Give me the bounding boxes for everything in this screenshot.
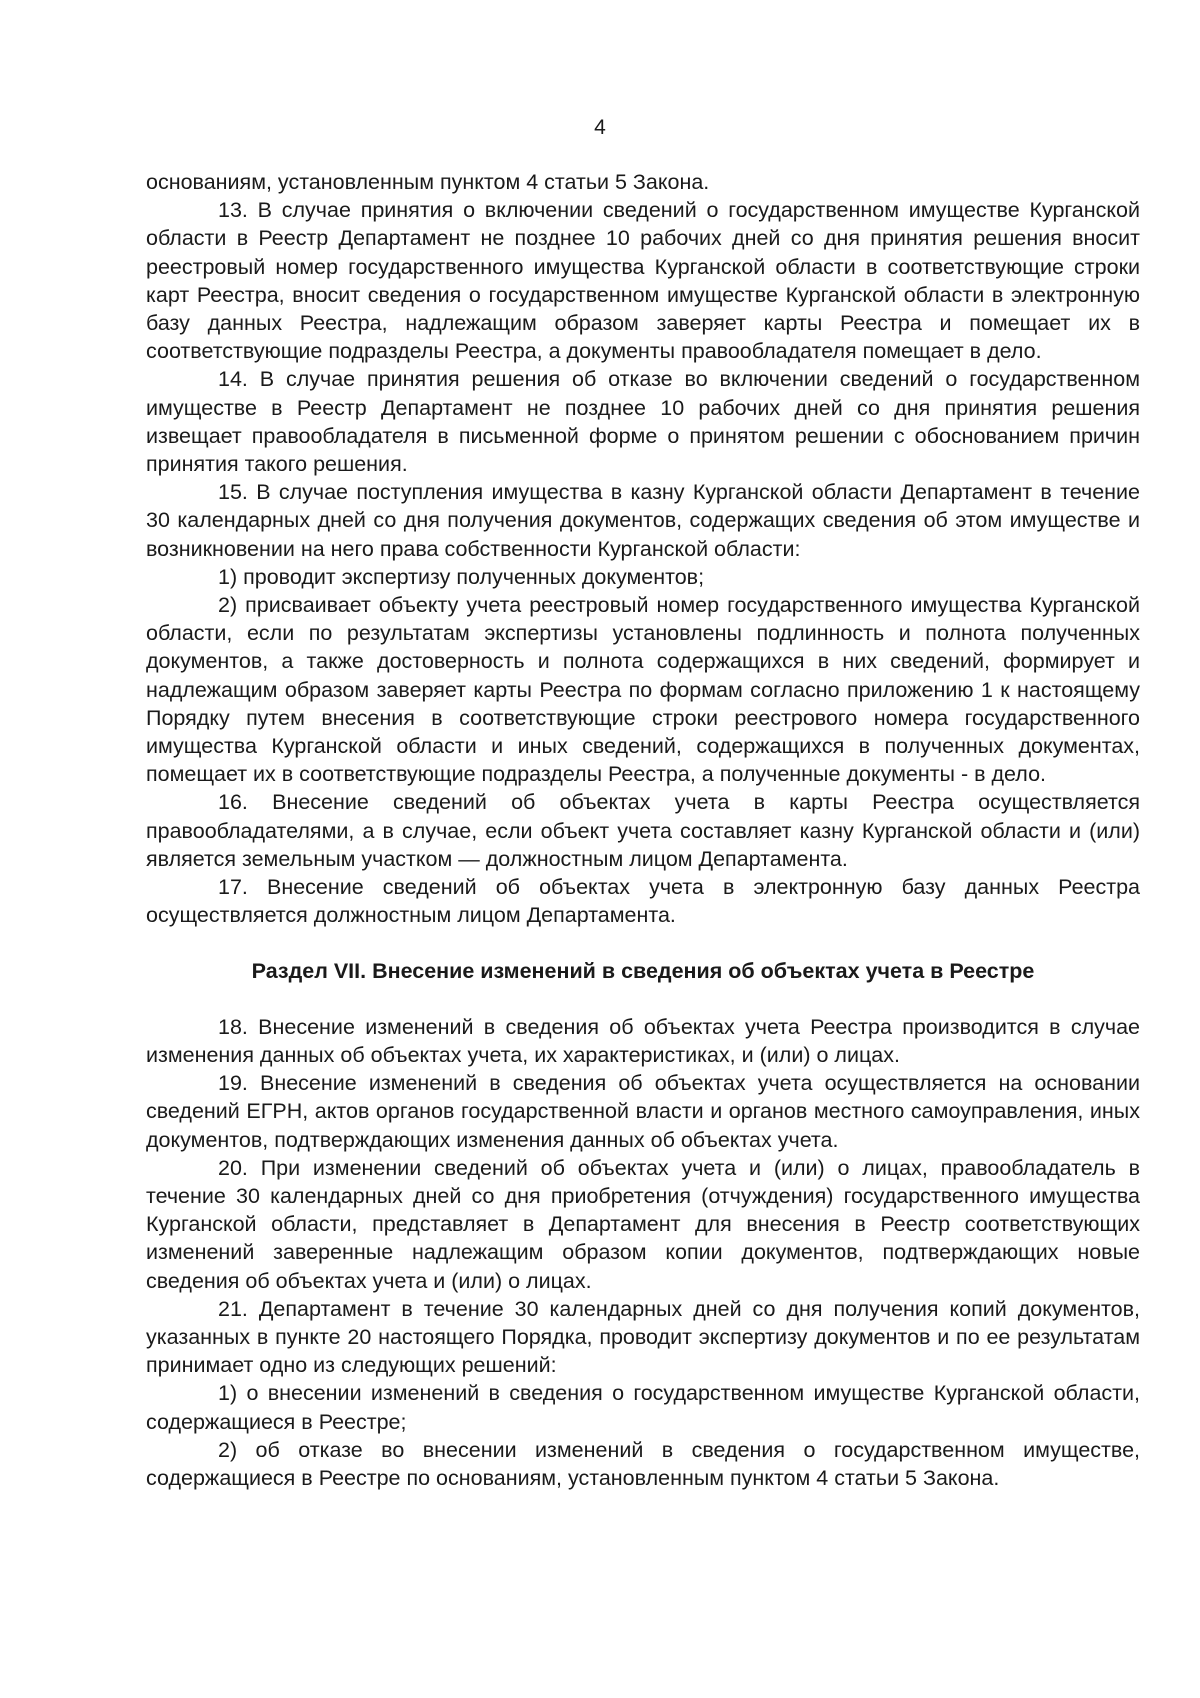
paragraph-15-item-2: 2) присваивает объекту учета реестровый номер государственного имущества Курганской области, если по результатам экспертизы установлены подлинность и полнота полученных документов, а также достоверность и полнота содержащихся в них сведений, формирует и надлежащим образом заверяет карты Реестра по формам согласно приложению 1 к настоящему Порядку путем внесения в соответствующие строки реестрового номера государственного имущества Курганской области и иных сведений, содержащихся в полученных документах, помещает их в соответствующие подразделы Реестра, а полученные документы - в дело.	[146, 593, 1140, 787]
paragraph-21: 21. Департамент в течение 30 календарных дней со дня получения копий документов, указанных в пункте 20 настоящего Порядка, проводит экспертизу документов и по ее результатам принимает одно из следующих решений:	[146, 1296, 1140, 1378]
document-body	[146, 168, 1140, 1492]
section-heading: Раздел VII. Внесение изменений в сведения об объектах учета в Реестре	[251, 959, 1035, 984]
paragraph-17: 17. Внесение сведений об объектах учета в электронную базу данных Реестра осуществляется должностным лицом Департамента.	[146, 875, 1140, 928]
paragraph-21-item-1: 1) о внесении изменений в сведения о государственном имуществе Курганской области, содержащиеся в Реестре;	[146, 1381, 1140, 1434]
paragraph-16: 16. Внесение сведений об объектах учета в карты Реестра осуществляется правообладателями, а в случае, если объект учета составляет казну Курганской области и (или) является земельным участком — должностным лицом Департамента.	[146, 790, 1140, 871]
paragraph-18: 18. Внесение изменений в сведения об объектах учета Реестра производится в случае изменения данных об объектах учета, их характеристиках, и (или) о лицах.	[146, 1014, 1140, 1067]
paragraph-15: 15. В случае поступления имущества в казну Курганской области Департамент в течение 30 календарных дней со дня получения документов, содержащих сведения об этом имуществе и возникновении на него права собственности Курганской области:	[146, 480, 1140, 561]
paragraph-15-item-1: 1) проводит экспертизу полученных документов;	[218, 564, 705, 589]
paragraph-continuation: основаниям, установленным пунктом 4 статьи 5 Закона.	[146, 170, 710, 194]
paragraph-14: 14. В случае принятия решения об отказе во включении сведений о государственном имуществе в Реестр Департамент не позднее 10 рабочих дней со дня принятия решения извещает правообладателя в письменной форме о принятом решении с обоснованием причин принятия такого решения.	[146, 367, 1140, 477]
paragraph-19: 19. Внесение изменений в сведения об объектах учета осуществляется на основании сведений ЕГРН, актов органов государственной власти и органов местного самоуправления, иных документов, подтверждающих изменения данных об объектах учета.	[146, 1071, 1140, 1152]
paragraph-13: 13. В случае принятия о включении сведений о государственном имуществе Курганской области в Реестр Департамент не позднее 10 рабочих дней со дня принятия решения вносит реестровый номер государственного имущества Курганской области в соответствующие строки карт Реестра, вносит сведения о государственном имуществе Курганской области в электронную базу данных Реестра, надлежащим образом заверяет карты Реестра и помещает их в соответствующие подразделы Реестра, а документы правообладателя помещает в дело.	[146, 198, 1140, 364]
paragraph-21-item-2: 2) об отказе во внесении изменений в сведения о государственном имуществе, содержащиеся в Реестре по основаниям, установленным пунктом 4 статьи 5 Закона.	[146, 1437, 1140, 1490]
page-number: 4	[594, 116, 606, 139]
paragraph-20: 20. При изменении сведений об объектах учета и (или) о лицах, правообладатель в течение 30 календарных дней со дня приобретения (отчуждения) государственного имущества Курганской области, представляет в Департамент для внесения в Реестр соответствующих изменений заверенные надлежащим образом копии документов, подтверждающих новые сведения об объектах учета и (или) о лицах.	[146, 1155, 1140, 1293]
